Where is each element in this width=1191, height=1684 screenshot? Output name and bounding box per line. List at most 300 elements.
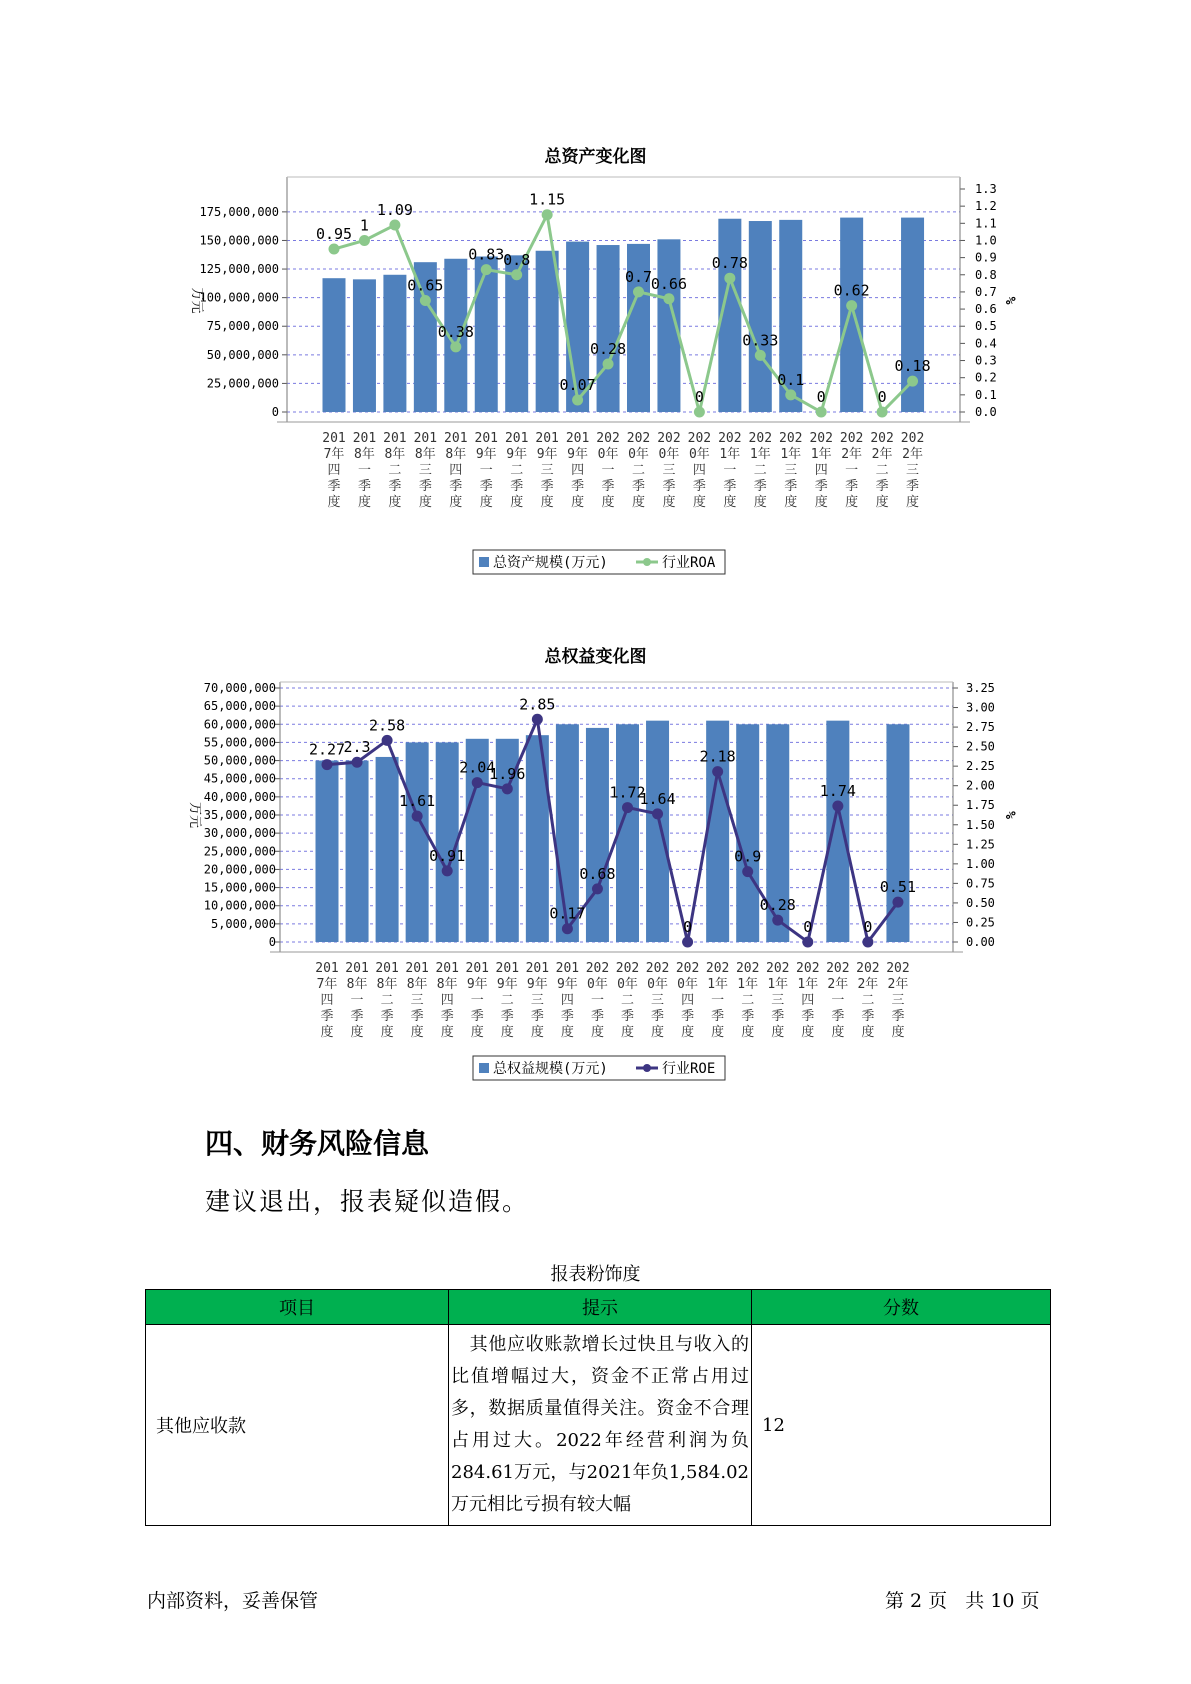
category-label: 季	[440, 1009, 454, 1024]
y2-tick-label: 1.00	[966, 856, 995, 871]
bar	[646, 721, 669, 942]
category-label: 季	[692, 479, 706, 494]
y-tick-label: 150,000,000	[199, 233, 279, 248]
y-tick-label: 25,000,000	[206, 376, 279, 391]
category-label: 0年	[658, 447, 680, 462]
y2-tick-label: 1.0	[975, 233, 997, 248]
category-label: 202	[886, 961, 910, 976]
data-label: 1.15	[529, 190, 566, 209]
category-label: 度	[906, 495, 920, 510]
bar	[383, 275, 406, 412]
category-label: 201	[413, 431, 438, 446]
category-label: 季	[410, 1009, 424, 1024]
category-label: 四	[440, 993, 454, 1008]
category-label: 四	[814, 463, 828, 478]
data-label: 0	[683, 918, 693, 936]
y-tick-label: 175,000,000	[199, 204, 279, 219]
bar	[840, 218, 863, 412]
category-label: 0年	[628, 447, 649, 462]
category-label: 季	[320, 1009, 334, 1024]
category-label: 三	[418, 463, 432, 478]
data-label: 0.95	[315, 225, 353, 244]
line-point	[694, 407, 705, 418]
category-label: 1年	[780, 447, 802, 462]
line-point	[412, 811, 423, 822]
line-point	[816, 407, 827, 418]
category-label: 8年	[445, 447, 467, 462]
data-label: 0.1	[777, 370, 805, 389]
y-axis-title: 万元	[187, 801, 202, 829]
y2-tick-label: 0.7	[975, 284, 997, 299]
category-label: 9年	[567, 447, 589, 462]
category-label: 202	[675, 961, 700, 976]
category-label: 季	[784, 479, 798, 494]
category-label: 季	[861, 1009, 875, 1024]
y2-tick-label: 0.75	[966, 876, 995, 891]
category-label: 一	[357, 463, 371, 478]
category-label: 二	[500, 993, 514, 1008]
category-label: 季	[662, 479, 676, 494]
line-point	[322, 759, 333, 770]
category-label: 度	[530, 1025, 544, 1040]
data-label: 1	[359, 216, 369, 235]
y2-tick-label: 2.75	[966, 720, 995, 735]
bar	[346, 761, 369, 942]
category-label: 季	[470, 1009, 484, 1024]
category-label: 季	[530, 1009, 544, 1024]
category-label: 度	[449, 495, 463, 510]
section-heading: 四、财务风险信息	[205, 1127, 430, 1160]
assets-chart	[0, 170, 1191, 600]
data-label: 2.58	[369, 716, 406, 735]
line-point	[572, 394, 583, 405]
category-label: 202	[856, 961, 880, 976]
category-label: 9年	[506, 447, 528, 462]
line-point	[682, 937, 693, 948]
category-label: 度	[631, 495, 646, 510]
category-label: 202	[796, 961, 820, 976]
category-label: 季	[681, 1009, 695, 1024]
y-tick-label: 50,000,000	[203, 753, 276, 768]
data-label: 0.07	[559, 375, 596, 394]
category-label: 2年	[827, 977, 849, 992]
category-label: 一	[590, 993, 604, 1008]
category-label: 度	[741, 1025, 755, 1040]
y-axis-title: 万元	[189, 287, 204, 314]
category-label: 度	[440, 1025, 454, 1040]
bar	[323, 278, 346, 412]
category-label: 四	[327, 463, 341, 478]
y-tick-label: 20,000,000	[203, 862, 276, 877]
bar	[826, 721, 849, 942]
data-label: 0.83	[468, 245, 505, 264]
category-label: 度	[891, 1025, 905, 1040]
line-point	[472, 777, 483, 788]
category-label: 8年	[436, 977, 458, 992]
y2-tick-label: 2.00	[966, 778, 995, 793]
category-label: 201	[322, 431, 346, 446]
category-label: 9年	[496, 977, 518, 992]
y2-tick-label: 0.9	[975, 250, 997, 265]
table-caption: 报表粉饰度	[550, 1264, 641, 1285]
category-label: 9年	[526, 977, 548, 992]
category-label: 三	[530, 993, 544, 1008]
line-point	[892, 897, 903, 908]
y-tick-label: 35,000,000	[203, 808, 276, 822]
advice-text: 建议退出，报表疑似造假。	[205, 1187, 530, 1216]
category-label: 202	[766, 961, 790, 976]
category-label: 201	[375, 961, 399, 976]
header-hint: 提示	[449, 1290, 752, 1325]
category-label: 1年	[719, 447, 741, 462]
y-tick-label: 25,000,000	[203, 844, 276, 859]
category-label: 201	[345, 961, 369, 976]
legend-line-marker	[643, 1064, 651, 1072]
data-label: 0	[816, 388, 826, 406]
category-label: 度	[620, 1025, 635, 1040]
category-label: 202	[645, 961, 670, 976]
category-label: 四	[560, 993, 574, 1008]
data-label: 0	[694, 388, 704, 406]
category-label: 度	[560, 1025, 574, 1040]
category-label: 三	[771, 993, 785, 1008]
category-label: 三	[540, 463, 554, 478]
category-label: 202	[839, 431, 864, 446]
category-label: 季	[741, 1009, 755, 1024]
data-label: 1.96	[489, 764, 526, 783]
category-label: 季	[845, 479, 859, 494]
category-label: 季	[510, 479, 524, 494]
category-label: 度	[814, 495, 828, 510]
category-label: 季	[711, 1009, 725, 1024]
category-label: 8年	[406, 977, 428, 992]
data-label: 0.91	[429, 846, 466, 865]
y-tick-label: 45,000,000	[203, 771, 276, 786]
category-label: 季	[590, 1009, 604, 1024]
category-label: 季	[449, 479, 463, 494]
y2-tick-label: 1.1	[975, 216, 997, 231]
data-label: 0.78	[711, 254, 748, 273]
category-label: 三	[906, 463, 920, 478]
category-label: 度	[651, 1025, 665, 1040]
y-tick-label: 10,000,000	[203, 898, 276, 913]
y2-tick-label: 3.25	[966, 681, 995, 695]
category-label: 度	[723, 495, 737, 510]
equity-chart	[0, 667, 1191, 1097]
category-label: 季	[571, 479, 585, 494]
y-tick-label: 125,000,000	[199, 262, 279, 277]
category-label: 202	[596, 431, 620, 446]
assets-chart-title: 总资产变化图	[544, 147, 647, 167]
category-label: 度	[327, 495, 341, 510]
legend-line-marker	[643, 558, 651, 566]
equity-chart-title: 总权益变化图	[544, 647, 647, 667]
data-label: 2.3	[343, 738, 371, 757]
data-label: 1.72	[609, 783, 646, 802]
category-label: 季	[500, 1009, 514, 1024]
category-label: 2年	[871, 447, 893, 462]
category-label: 9年	[536, 447, 558, 462]
y-tick-label: 0	[268, 935, 276, 949]
category-label: 202	[626, 431, 651, 446]
category-label: 季	[540, 479, 554, 494]
category-label: 202	[735, 961, 760, 976]
category-label: 202	[900, 431, 925, 446]
data-label: 0.38	[437, 322, 474, 341]
category-label: 8年	[376, 977, 398, 992]
category-label: 四	[320, 993, 334, 1008]
y2-tick-label: 0.25	[966, 915, 995, 930]
line-point	[772, 915, 783, 926]
y-tick-label: 50,000,000	[206, 347, 279, 362]
data-label: 0.51	[879, 878, 917, 897]
category-label: 季	[906, 479, 920, 494]
y2-tick-label: 0.4	[975, 336, 997, 351]
y2-tick-label: 1.2	[975, 199, 997, 214]
y2-tick-label: 0.3	[975, 353, 997, 368]
bar	[475, 256, 498, 412]
y2-tick-label: 0.8	[975, 267, 997, 282]
category-label: 一	[470, 993, 484, 1008]
y-tick-label: 5,000,000	[210, 916, 276, 931]
data-label: 2.85	[519, 695, 556, 714]
data-label: 2.18	[699, 747, 736, 766]
category-label: 1年	[749, 447, 771, 462]
category-label: 四	[801, 993, 815, 1008]
line-point	[511, 269, 522, 280]
y-tick-label: 60,000,000	[203, 717, 276, 732]
category-label: 季	[771, 1009, 785, 1024]
line-point	[592, 883, 603, 894]
line-point	[742, 866, 753, 877]
data-label: 0.28	[759, 896, 796, 915]
category-label: 0年	[677, 977, 699, 992]
category-label: 季	[620, 1009, 635, 1024]
y-tick-label: 75,000,000	[206, 319, 279, 334]
header-score: 分数	[752, 1290, 1051, 1325]
category-label: 度	[500, 1025, 514, 1040]
category-label: 9年	[475, 447, 497, 462]
category-label: 三	[784, 463, 798, 478]
category-label: 度	[380, 1025, 394, 1040]
category-label: 四	[681, 993, 695, 1008]
data-label: 0.18	[894, 357, 931, 376]
category-label: 201	[504, 431, 529, 446]
line-point	[502, 783, 513, 794]
line-point	[329, 244, 340, 255]
y2-tick-label: 2.50	[966, 739, 995, 754]
category-label: 度	[410, 1025, 424, 1040]
line-point	[633, 286, 644, 297]
category-label: 季	[875, 479, 889, 494]
y2-tick-label: 0.6	[975, 302, 997, 317]
category-label: 度	[771, 1025, 785, 1040]
category-label: 一	[723, 463, 737, 478]
category-label: 一	[831, 993, 845, 1008]
category-label: 202	[870, 431, 894, 446]
data-label: 1.61	[399, 792, 436, 811]
category-label: 0年	[597, 447, 619, 462]
category-label: 8年	[384, 447, 406, 462]
y2-tick-label: 0.5	[975, 319, 997, 334]
row-item: 其他应收款	[146, 1325, 449, 1526]
category-label: 度	[753, 495, 767, 510]
y-tick-label: 40,000,000	[203, 789, 276, 804]
legend-bar-label: 总权益规模(万元)	[493, 1061, 608, 1077]
category-label: 度	[711, 1025, 725, 1040]
row-score: 12	[752, 1325, 1051, 1526]
category-label: 202	[705, 961, 730, 976]
category-label: 三	[410, 993, 424, 1008]
category-label: 季	[380, 1009, 394, 1024]
risk-table	[145, 1289, 1051, 1526]
data-label: 0.68	[579, 864, 616, 883]
category-label: 2年	[841, 447, 863, 462]
line-point	[663, 293, 674, 304]
y2-tick-label: 0.2	[975, 370, 997, 385]
row-hint: 其他应收账款增长过快且与收入的比值增幅过大，资金不正常占用过多，数据质量值得关注。资金不合理占用过大。2022年经营利润为负284.61万元，与2021年负1,584.02万元相比亏损有较大幅	[449, 1325, 752, 1526]
category-label: 7年	[323, 447, 345, 462]
y-tick-label: 30,000,000	[203, 826, 276, 841]
category-label: 202	[809, 431, 833, 446]
line-point	[622, 802, 633, 813]
bar	[376, 757, 399, 942]
y2-tick-label: 1.75	[966, 798, 995, 813]
category-label: 度	[388, 495, 402, 510]
data-label: 0.65	[407, 276, 444, 295]
category-label: 度	[801, 1025, 815, 1040]
category-label: 季	[479, 479, 493, 494]
category-label: 202	[585, 961, 610, 976]
bar	[734, 724, 762, 942]
category-label: 季	[831, 1009, 845, 1024]
line-point	[450, 341, 461, 352]
table-header-row	[146, 1290, 1051, 1325]
category-label: 度	[681, 1025, 695, 1040]
category-label: 202	[718, 431, 742, 446]
data-label: 0	[877, 388, 887, 406]
data-label: 0.8	[503, 250, 531, 269]
y2-tick-label: 1.25	[966, 837, 995, 852]
category-label: 201	[495, 961, 520, 976]
legend-bar-label: 总资产规模(万元)	[493, 555, 608, 571]
category-label: 201	[315, 961, 339, 976]
category-label: 季	[753, 479, 767, 494]
category-label: 度	[540, 495, 554, 510]
category-label: 二	[620, 993, 635, 1008]
category-label: 度	[510, 495, 524, 510]
category-label: 度	[784, 495, 798, 510]
line-point	[907, 376, 918, 387]
y-tick-label: 70,000,000	[203, 681, 276, 695]
y-tick-label: 65,000,000	[203, 699, 276, 714]
category-label: 季	[601, 479, 615, 494]
data-label: 1.09	[376, 201, 413, 220]
category-label: 二	[631, 463, 646, 478]
category-label: 二	[510, 463, 524, 478]
data-label: 0	[803, 918, 813, 936]
table-row	[146, 1325, 1051, 1526]
line-point	[420, 295, 431, 306]
category-label: 201	[465, 961, 489, 976]
category-label: 四	[571, 463, 585, 478]
category-label: 二	[741, 993, 755, 1008]
y2-axis-title: %	[1002, 811, 1017, 819]
category-label: 度	[590, 1025, 604, 1040]
category-label: 季	[357, 479, 371, 494]
category-label: 季	[814, 479, 828, 494]
legend-bar-swatch	[479, 1063, 489, 1073]
category-label: 度	[692, 495, 706, 510]
y2-tick-label: 0.50	[966, 895, 995, 910]
line-point	[785, 389, 796, 400]
bar	[749, 221, 772, 412]
bar	[586, 728, 609, 942]
y-tick-label: 100,000,000	[199, 290, 279, 305]
legend-line-label: 行业ROA	[662, 555, 716, 571]
category-label: 202	[826, 961, 850, 976]
category-label: 0年	[688, 447, 710, 462]
data-label: 0.62	[833, 281, 870, 300]
category-label: 8年	[346, 977, 368, 992]
line-point	[724, 273, 735, 284]
category-label: 度	[571, 495, 585, 510]
bar	[436, 742, 459, 942]
category-label: 一	[479, 463, 493, 478]
category-label: 201	[383, 431, 407, 446]
line-point	[846, 300, 857, 311]
data-label: 0	[863, 918, 873, 936]
category-label: 201	[352, 431, 377, 446]
category-label: 季	[350, 1009, 364, 1024]
line-point	[652, 808, 663, 819]
category-label: 季	[388, 479, 402, 494]
bar	[406, 742, 429, 942]
line-point	[755, 350, 766, 361]
category-label: 202	[687, 431, 712, 446]
category-label: 三	[662, 463, 676, 478]
category-label: 一	[845, 463, 859, 478]
category-label: 2年	[887, 977, 909, 992]
y2-tick-label: 1.50	[966, 817, 995, 832]
y-tick-label: 15,000,000	[203, 880, 276, 895]
category-label: 季	[651, 1009, 665, 1024]
category-label: 1年	[707, 977, 729, 992]
data-label: 2.27	[308, 740, 346, 759]
bar	[353, 279, 376, 412]
category-label: 一	[350, 993, 364, 1008]
category-label: 201	[435, 961, 459, 976]
category-label: 季	[801, 1009, 815, 1024]
category-label: 201	[474, 431, 498, 446]
category-label: 三	[891, 993, 905, 1008]
line-point	[542, 209, 553, 220]
category-label: 季	[327, 479, 341, 494]
category-label: 201	[555, 961, 580, 976]
data-label: 0.66	[650, 274, 688, 293]
line-point	[862, 937, 873, 948]
category-label: 二	[753, 463, 767, 478]
y2-tick-label: 0.00	[966, 935, 995, 949]
line-point	[359, 235, 370, 246]
category-label: 二	[380, 993, 394, 1008]
category-label: 201	[444, 431, 468, 446]
category-label: 201	[405, 961, 429, 976]
data-label: 0.17	[549, 904, 586, 923]
category-label: 9年	[556, 977, 578, 992]
category-label: 8年	[414, 447, 436, 462]
category-label: 度	[470, 1025, 484, 1040]
